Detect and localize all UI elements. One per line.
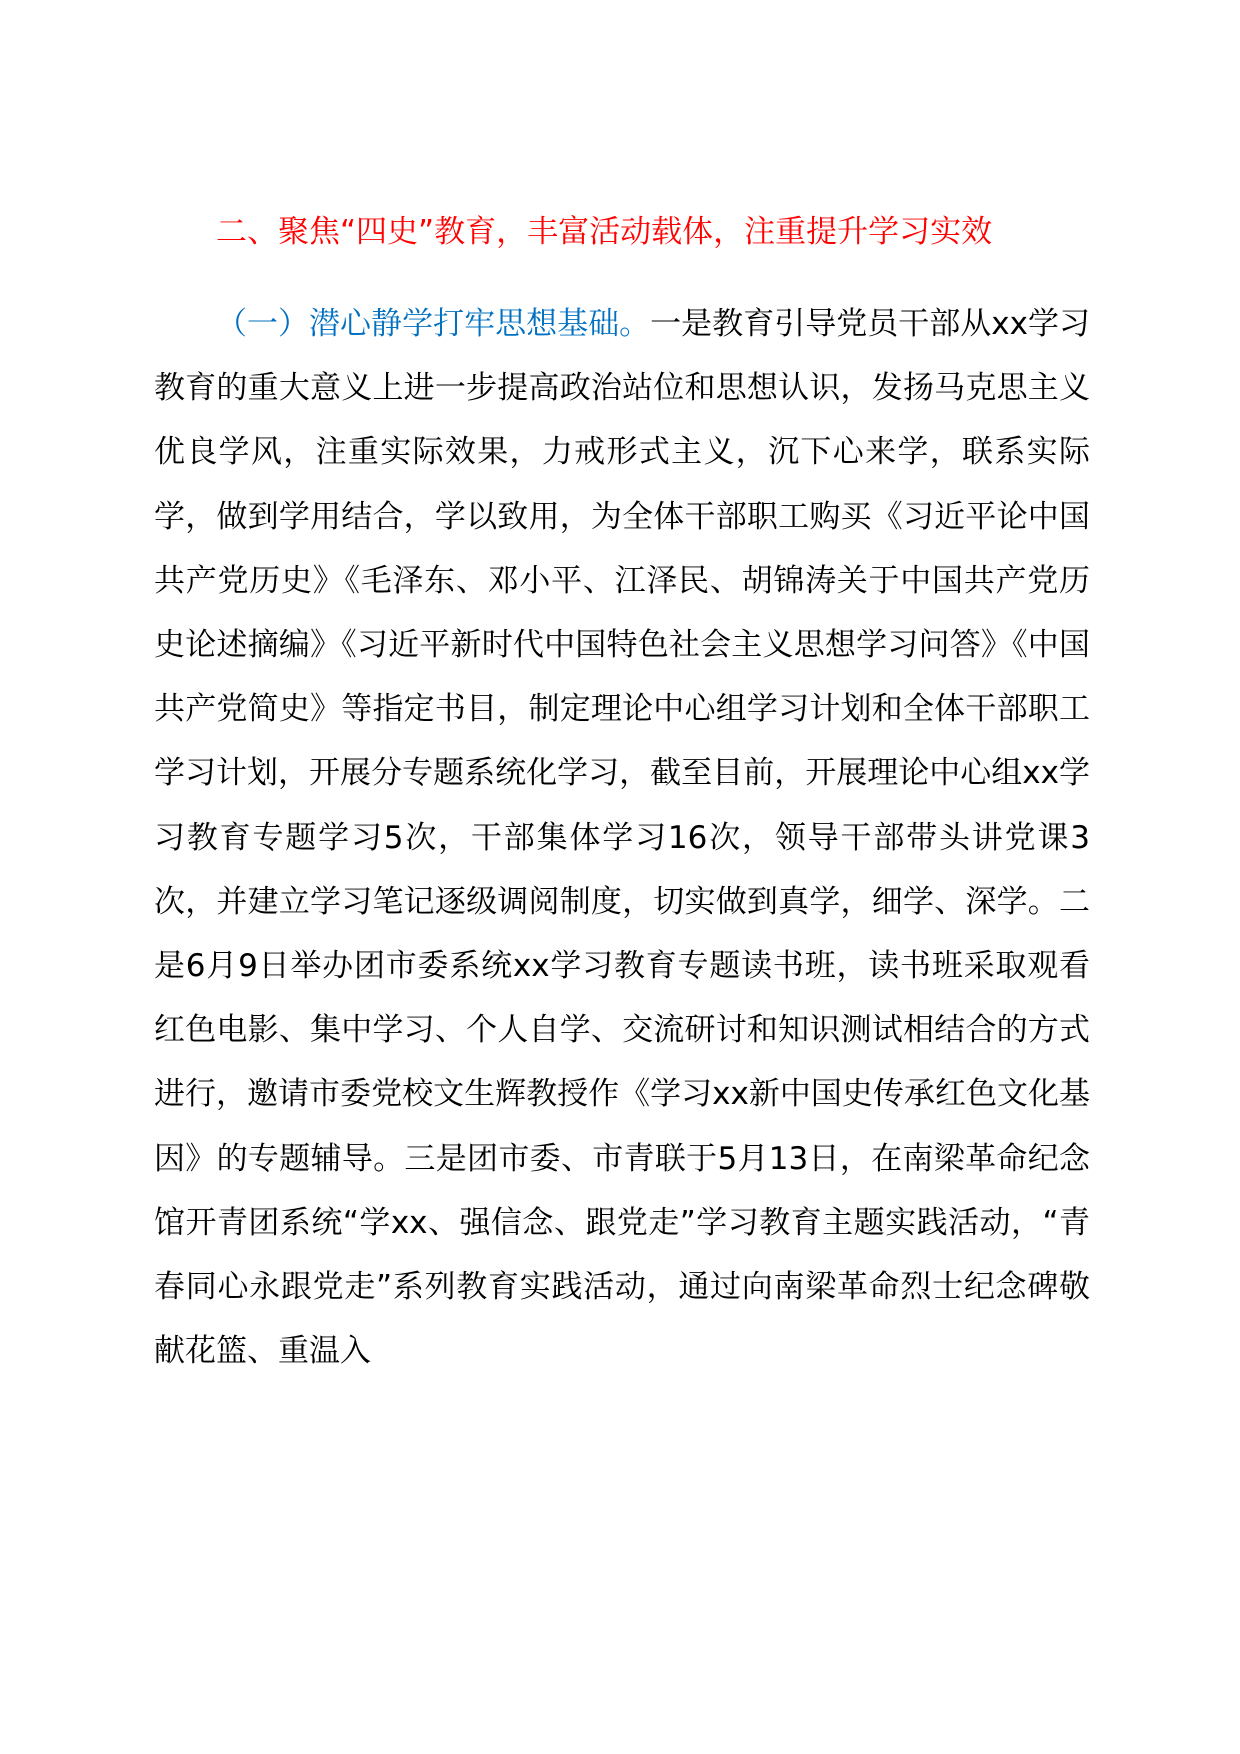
document-content bbox=[154, 200, 1090, 1383]
paragraph-body: 一是教育引导党员干部从xx学习教育的重大意义上进一步提高政治站位和思想认识，发扬马克思主义优良学风，注重实际效果，力戒形式主义，沉下心来学，联系实际学，做到学用结合，学以致用，为全体干部职工购买《习近平论中国共产党历史》《毛泽东、邓小平、江泽民、胡锦涛关于中国共产党历史论述摘编》《习近平新时代中国特色社会主义思想学习问答》《中国共产党简史》等指定书目，制定理论中心组学习计划和全体干部职工学习计划，开展分专题系统化学习，截至目前，开展理论中心组xx学习教育专题学习5次，干部集体学习16次，领导干部带头讲党课3次，并建立学习笔记逐级调阅制度，切实做到真学，细学、深学。二是6月9日举办团市委系统xx学习教育专题读书班，读书班采取观看红色电影、集中学习、个人自学、交流研讨和知识测试相结合的方式进行，邀请市委党校文生辉教授作《学习xx新中国史传承红色文化基因》的专题辅导。三是团市委、市青联于5月13日，在南梁革命纪念馆开青团系统“学xx、强信念、跟党走”学习教育主题实践活动，“青春同心永跟党走”系列教育实践活动，通过向南梁革命烈士纪念碑敬献花篮、重温入 bbox=[154, 306, 1090, 1370]
section-heading: 二、聚焦“四史”教育，丰富活动载体，注重提升学习实效 bbox=[216, 214, 993, 250]
paragraph-subheading: （一）潜心静学打牢思想基础。 bbox=[216, 306, 651, 342]
body-paragraph bbox=[154, 292, 1090, 1383]
